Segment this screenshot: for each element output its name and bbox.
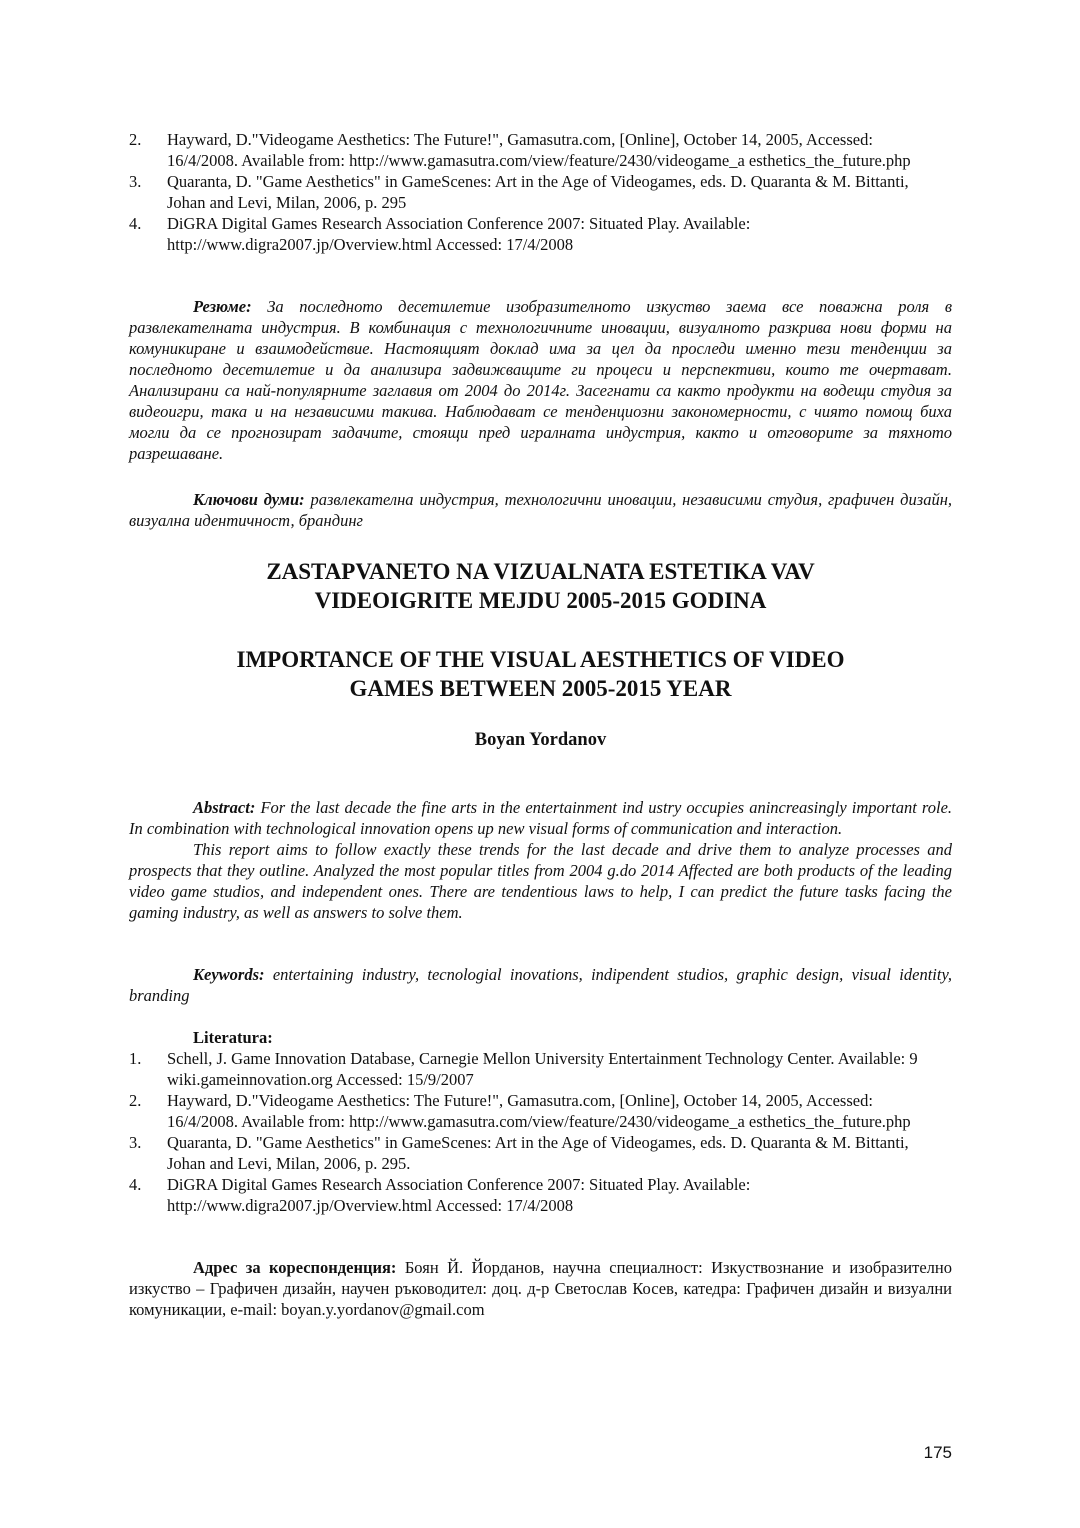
title-english-line-2: GAMES BETWEEN 2005-2015 YEAR <box>349 676 732 701</box>
title-transliterated-line-2: VIDEOIGRITE MEJDU 2005-2015 GODINA <box>314 588 767 613</box>
reference-number: 2. <box>129 130 142 149</box>
literatura-item <box>129 1174 952 1216</box>
bg-keywords-label: Ключови думи: <box>193 490 305 509</box>
literatura-text: Hayward, D."Videogame Aesthetics: The Future!", Gamasutra.com, [Online], October 14, 2005, Accessed: 16/4/2008. Available from: http://www.gamasutra.com/view/feature/2430/videogame_a esthetics_the_future.php <box>167 1091 911 1131</box>
resume-paragraph <box>129 296 952 464</box>
reference-item <box>129 129 952 171</box>
abstract-paragraph-1 <box>129 797 952 839</box>
literatura-text: DiGRA Digital Games Research Association Conference 2007: Situated Play. Available: http://www.digra2007.jp/Overview.html Accessed: 17/4/2008 <box>167 1175 751 1215</box>
literatura-number: 1. <box>129 1049 142 1068</box>
reference-number: 3. <box>129 172 142 191</box>
abstract-label: Abstract: <box>193 798 256 817</box>
reference-item <box>129 171 952 213</box>
resume-text: За последното десетилетие изобразителното изкуство заема все поважна роля в развлекателната индустрия. В комбинация с технологичните иновации, визуалното разкрива нови форми на комуникиране и взаимодействие. Настоящият доклад има за цел да проследи именно тези тенденции за последното десетилетие и да анализира задвижващите ги процеси и перспективи, които те очертават. Анализирани са най-популярните заглавия от 2004 до 2014г. Засегнати са както продукти на водещи студия за видеоигри, така и на независими такива. Наблюдават се тенденциозни закономерности, с чиято помощ биха могли да се прогнозират задачите, стоящи пред игралната индустрия, както и отговорите за тяхното разрешаване. <box>129 297 952 463</box>
title-transliterated <box>129 557 952 615</box>
literatura-number: 4. <box>129 1175 142 1194</box>
literatura-number: 2. <box>129 1091 142 1110</box>
title-english-line-1: IMPORTANCE OF THE VISUAL AESTHETICS OF VIDEO <box>236 647 845 672</box>
reference-number: 4. <box>129 214 142 233</box>
reference-text: DiGRA Digital Games Research Association Conference 2007: Situated Play. Available: http://www.digra2007.jp/Overview.html Accessed: 17/4/2008 <box>167 214 751 254</box>
en-keywords-label: Keywords: <box>193 965 265 984</box>
literatura-item <box>129 1090 952 1132</box>
abstract-text-1: For the last decade the fine arts in the entertainment ind ustry occupies anincreasingly important role. In combination with technological innovation opens up new visual forms of communication and interaction. <box>129 798 953 838</box>
title-english <box>129 645 952 703</box>
abstract-paragraph-2: This report aims to follow exactly these trends for the last decade and drive them to analyze processes and prospects that they outline. Analyzed the most popular titles from 2004 g.do 2014 Affected are both products of the leading video game studios, and independent ones. There are tendentious laws to help, I can predict the future tasks facing the gaming industry, as well as answers to solve them. <box>129 840 952 922</box>
en-keywords-text: entertaining industry, tecnologial inovations, indipendent studios, graphic design, visual identity, branding <box>129 965 953 1005</box>
abstract-block <box>129 797 952 923</box>
literatura-section <box>129 1027 952 1216</box>
reference-text: Quaranta, D. "Game Aesthetics" in GameScenes: Art in the Age of Videogames, eds. D. Quaranta & M. Bittanti, Johan and Levi, Milan, 2006, p. 295 <box>167 172 909 212</box>
page-number: 175 <box>923 1443 952 1462</box>
literatura-heading: Literatura: <box>193 1028 273 1047</box>
reference-item <box>129 213 952 255</box>
author-name: Boyan Yordanov <box>474 730 607 750</box>
resume-label: Резюме: <box>193 297 252 316</box>
top-reference-list <box>129 129 952 255</box>
reference-text: Hayward, D."Videogame Aesthetics: The Future!", Gamasutra.com, [Online], October 14, 2005, Accessed: 16/4/2008. Available from: http://www.gamasutra.com/view/feature/2430/videogame_a esthetics_the_future.php <box>167 130 911 170</box>
correspondence-label: Адрес за кореспонденция: <box>193 1258 397 1277</box>
literatura-item <box>129 1132 952 1174</box>
en-keywords-paragraph <box>129 964 952 1006</box>
correspondence-text: Боян Й. Йорданов, научна специалност: Изкуствознание и изобразително изкуство – Графичен дизайн, научен ръководител: доц. д-р Светослав Косев, катедра: Графичен дизайн и визуални комуникации, e-mail: boyan.y.yordanov@gmail.com <box>129 1258 952 1319</box>
bg-keywords-paragraph <box>129 489 952 531</box>
literatura-text: Schell, J. Game Innovation Database, Carnegie Mellon University Entertainment Technology Center. Available: 9 wiki.gameinnovation.org Accessed: 15/9/2007 <box>167 1049 918 1089</box>
literatura-list <box>129 1048 952 1216</box>
literatura-item <box>129 1048 952 1090</box>
correspondence-paragraph <box>129 1257 952 1320</box>
title-transliterated-line-1: ZASTAPVANETO NA VIZUALNATA ESTETIKA VAV <box>266 559 815 584</box>
bg-keywords-text: развлекателна индустрия, технологични иновации, независими студия, графичен дизайн, визуална идентичност, брандинг <box>129 490 953 530</box>
literatura-text: Quaranta, D. "Game Aesthetics" in GameScenes: Art in the Age of Videogames, eds. D. Quaranta & M. Bittanti, Johan and Levi, Milan, 2006, p. 295. <box>167 1133 909 1173</box>
literatura-number: 3. <box>129 1133 142 1152</box>
